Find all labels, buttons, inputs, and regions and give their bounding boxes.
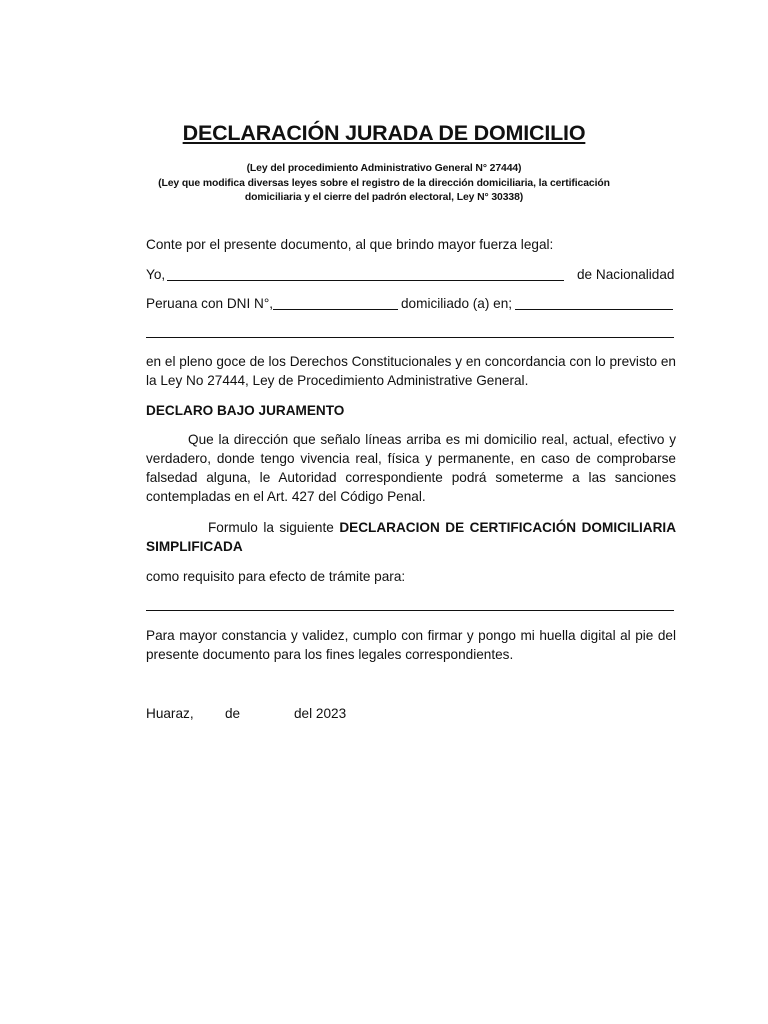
date-de: de — [225, 706, 241, 721]
address-continuation-line — [146, 322, 676, 341]
rights-paragraph: en el pleno goce de los Derechos Constitucionales y en concordancia con lo previsto en la Ley No 27444, Ley de Procedimiento Administrative General. — [146, 354, 676, 388]
declaration-heading: DECLARO BAJO JURAMENTO — [146, 403, 345, 418]
name-label: Yo, — [146, 267, 166, 282]
procedure-blank-line[interactable] — [146, 610, 674, 611]
certification-type: DECLARACION DE CERTIFICACIÓN DOMICILIARIA SIMPLIFICADA — [146, 520, 677, 554]
date-year: del 2023 — [294, 706, 347, 721]
requirement-text: como requisito para efecto de trámite para: — [146, 569, 406, 584]
domiciled-label: domiciliado (a) en; — [401, 296, 513, 311]
address-blank-line[interactable] — [515, 309, 673, 310]
constancy-paragraph: Para mayor constancia y validez, cumplo con firmar y pongo mi huella digital al pie del presente documento para los fines legales correspondientes. — [146, 628, 676, 662]
date-place: Huaraz, — [146, 706, 194, 721]
procedure-line — [146, 595, 676, 614]
name-line — [146, 265, 676, 284]
address-continuation-blank[interactable] — [146, 337, 674, 338]
intro-text: Conte por el presente documento, al que brindo mayor fuerza legal: — [146, 237, 554, 252]
dni-label: Peruana con DNI N°, — [146, 296, 274, 311]
document-subtitle-law-30338: (Ley que modifica diversas leyes sobre el registro de la dirección domiciliaria, la certificación domiciliaria y el cierre del padrón electoral, Ley N° 30338) — [158, 178, 610, 203]
formulation-paragraph — [146, 518, 676, 556]
date-line — [146, 704, 676, 723]
address-statement-paragraph: Que la dirección que señalo líneas arriba es mi domicilio real, actual, efectivo y verdadero, donde tengo vivencia real, física y permanente, en caso de comprobarse falsedad alguna, le Autoridad correspondiente podrá someterme a las sanciones contempladas en el Art. 427 del Código Penal. — [146, 432, 676, 504]
nationality-label: de Nacionalidad — [577, 267, 675, 282]
document-title: DECLARACIÓN JURADA DE DOMICILIO — [182, 121, 586, 145]
dni-line — [146, 294, 676, 313]
formulation-prefix: Formulo la siguiente — [208, 520, 334, 535]
dni-blank-line[interactable] — [273, 309, 398, 310]
document-subtitle-law-27444: (Ley del procedimiento Administrativo General N° 27444) — [246, 163, 522, 174]
name-blank-line[interactable] — [167, 280, 564, 281]
